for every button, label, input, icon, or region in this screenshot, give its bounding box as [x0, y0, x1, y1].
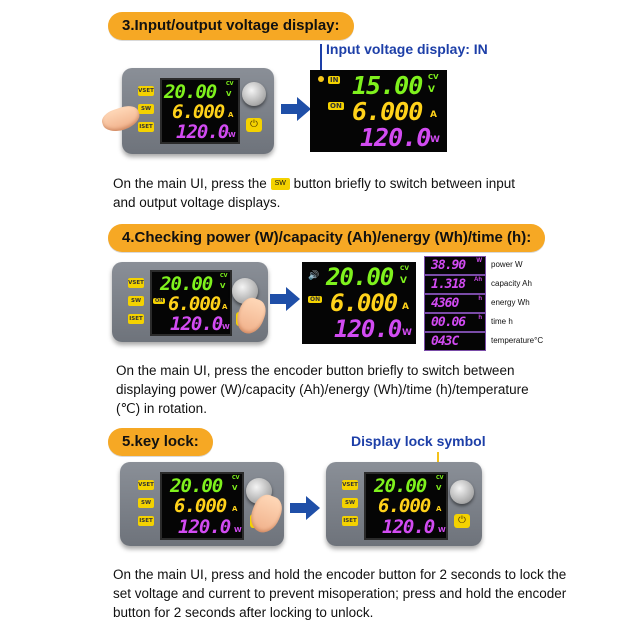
sw-button[interactable]: SW: [138, 498, 154, 508]
voltage-readout: 20.00: [164, 81, 217, 103]
desc-text: On the main UI, press the encoder button briefly to switch between: [116, 363, 515, 378]
readout-time: [424, 313, 486, 332]
arrow-right-icon: [281, 95, 313, 123]
sw-button[interactable]: SW: [138, 104, 154, 114]
input-voltage-callout: Input voltage display: IN: [326, 41, 488, 57]
voltage-unit: V: [400, 276, 407, 286]
sw-button[interactable]: SW: [342, 498, 358, 508]
on-tag: ON: [330, 102, 342, 110]
power-readout: 120.0: [176, 121, 229, 143]
desc-text: displaying power (W)/capacity (Ah)/energy (Wh)/time (h)/temperature: [116, 382, 529, 397]
readout-value: 00.06: [431, 315, 466, 330]
readout-value: 043C: [431, 334, 459, 349]
voltage-unit: V: [436, 484, 442, 492]
power-unit: W: [438, 526, 446, 534]
section3-description: [113, 174, 515, 212]
cv-indicator: CV: [226, 81, 234, 87]
readout-label: temperature°C: [491, 336, 544, 345]
desc-text: On the main UI, press and hold the encoder button for 2 seconds to lock the: [113, 567, 567, 582]
cv-indicator: CV: [436, 475, 444, 481]
voltage-unit: V: [226, 90, 232, 98]
power-unit: W: [402, 328, 412, 338]
power-readout: 120.0: [178, 516, 231, 538]
iset-button[interactable]: ISET: [129, 316, 143, 322]
on-tag: ON: [310, 296, 321, 303]
arrow-right-icon: [290, 494, 322, 522]
vset-button[interactable]: VSET: [128, 280, 144, 286]
current-unit: A: [402, 302, 409, 312]
voltage-readout: 20.00: [170, 475, 223, 497]
current-unit: A: [228, 111, 234, 119]
voltage-readout: 20.00: [374, 475, 427, 497]
arrow-right-icon: [270, 285, 302, 313]
power-unit: W: [228, 131, 236, 139]
input-voltage-readout: 15.00: [352, 71, 423, 100]
cv-indicator: CV: [232, 475, 240, 481]
power-button-icon[interactable]: ⏻: [246, 118, 262, 132]
desc-text: button for 2 seconds after locking to unlock.: [113, 605, 374, 620]
desc-text: On the main UI, press the: [113, 176, 267, 191]
cv-indicator: CV: [400, 265, 410, 272]
current-readout: 6.000: [172, 101, 225, 123]
vset-button[interactable]: VSET: [138, 482, 154, 488]
readout-label: energy Wh: [491, 298, 530, 307]
voltage-readout: 20.00: [326, 263, 394, 291]
cv-indicator: CV: [428, 73, 439, 81]
section4-header: 4.Checking power (W)/capacity (Ah)/energy (Wh)/time (h):: [108, 224, 545, 252]
current-unit: A: [436, 505, 442, 513]
power-unit: W: [430, 135, 440, 145]
readout-unit: Ah: [474, 277, 482, 283]
iset-button[interactable]: ISET: [139, 518, 153, 524]
current-unit: A: [222, 303, 228, 311]
voltage-unit: V: [428, 85, 435, 95]
sw-inline-button: SW: [271, 178, 290, 190]
current-readout: 6.000: [330, 289, 398, 317]
iset-button[interactable]: ISET: [139, 124, 153, 130]
zoom-screen-section3: [310, 70, 447, 152]
power-readout: 120.0: [360, 123, 431, 152]
encoder-knob[interactable]: [242, 82, 266, 106]
readout-unit: W: [476, 258, 482, 264]
device-section3: [122, 68, 274, 154]
on-tag: ON: [155, 298, 164, 304]
readout-energy: [424, 294, 486, 313]
vset-button[interactable]: VSET: [138, 88, 154, 94]
current-readout: 6.000: [352, 97, 423, 126]
device-section5-right: [326, 462, 482, 546]
section3-header: 3.Input/output voltage display:: [108, 12, 354, 40]
readout-value: 1.318: [431, 277, 466, 292]
callout-line: [320, 44, 322, 72]
readout-label: capacity Ah: [491, 279, 532, 288]
readout-value: 38.90: [431, 258, 466, 273]
power-readout: 120.0: [382, 516, 435, 538]
vset-button[interactable]: VSET: [342, 482, 358, 488]
readout-unit: h: [478, 315, 482, 321]
section4-description: [116, 361, 529, 418]
power-button-icon[interactable]: ⏻: [454, 514, 470, 528]
device-screen: [364, 472, 448, 540]
voltage-unit: V: [220, 282, 226, 290]
device-screen: [160, 78, 240, 144]
in-tag: IN: [330, 76, 339, 84]
readout-label: power W: [491, 260, 523, 269]
current-readout: 6.000: [168, 293, 221, 315]
section5-header: 5.key lock:: [108, 428, 213, 456]
power-unit: W: [222, 323, 230, 331]
device-screen: [150, 270, 232, 336]
current-unit: A: [430, 110, 437, 120]
current-readout: 6.000: [174, 495, 227, 517]
cv-indicator: CV: [220, 273, 228, 279]
section5-description: [113, 565, 566, 622]
device-screen: [160, 472, 244, 540]
readout-power: [424, 256, 486, 275]
readout-label: time h: [491, 317, 513, 326]
speaker-icon: 🔊: [308, 270, 320, 280]
readout-unit: h: [478, 296, 482, 302]
sw-button[interactable]: SW: [128, 296, 144, 306]
desc-text: button briefly to switch between input: [293, 176, 516, 191]
desc-text: and output voltage displays.: [113, 195, 281, 210]
encoder-knob[interactable]: [450, 480, 474, 504]
power-readout: 120.0: [170, 313, 223, 335]
current-unit: A: [232, 505, 238, 513]
readout-temperature: [424, 332, 486, 351]
power-readout: 120.0: [334, 315, 402, 343]
readout-capacity: [424, 275, 486, 294]
power-unit: W: [234, 526, 242, 534]
lock-symbol-callout: Display lock symbol: [351, 433, 486, 449]
voltage-unit: V: [232, 484, 238, 492]
iset-button[interactable]: ISET: [343, 518, 357, 524]
readout-value: 4360: [431, 296, 459, 311]
voltage-readout: 20.00: [160, 273, 213, 295]
indicator-dot: [318, 76, 324, 82]
desc-text: (℃) in rotation.: [116, 401, 207, 416]
desc-text: set voltage and current to prevent misoperation; press and hold the encoder: [113, 586, 567, 601]
zoom-screen-section4: [302, 262, 416, 344]
current-readout: 6.000: [378, 495, 431, 517]
